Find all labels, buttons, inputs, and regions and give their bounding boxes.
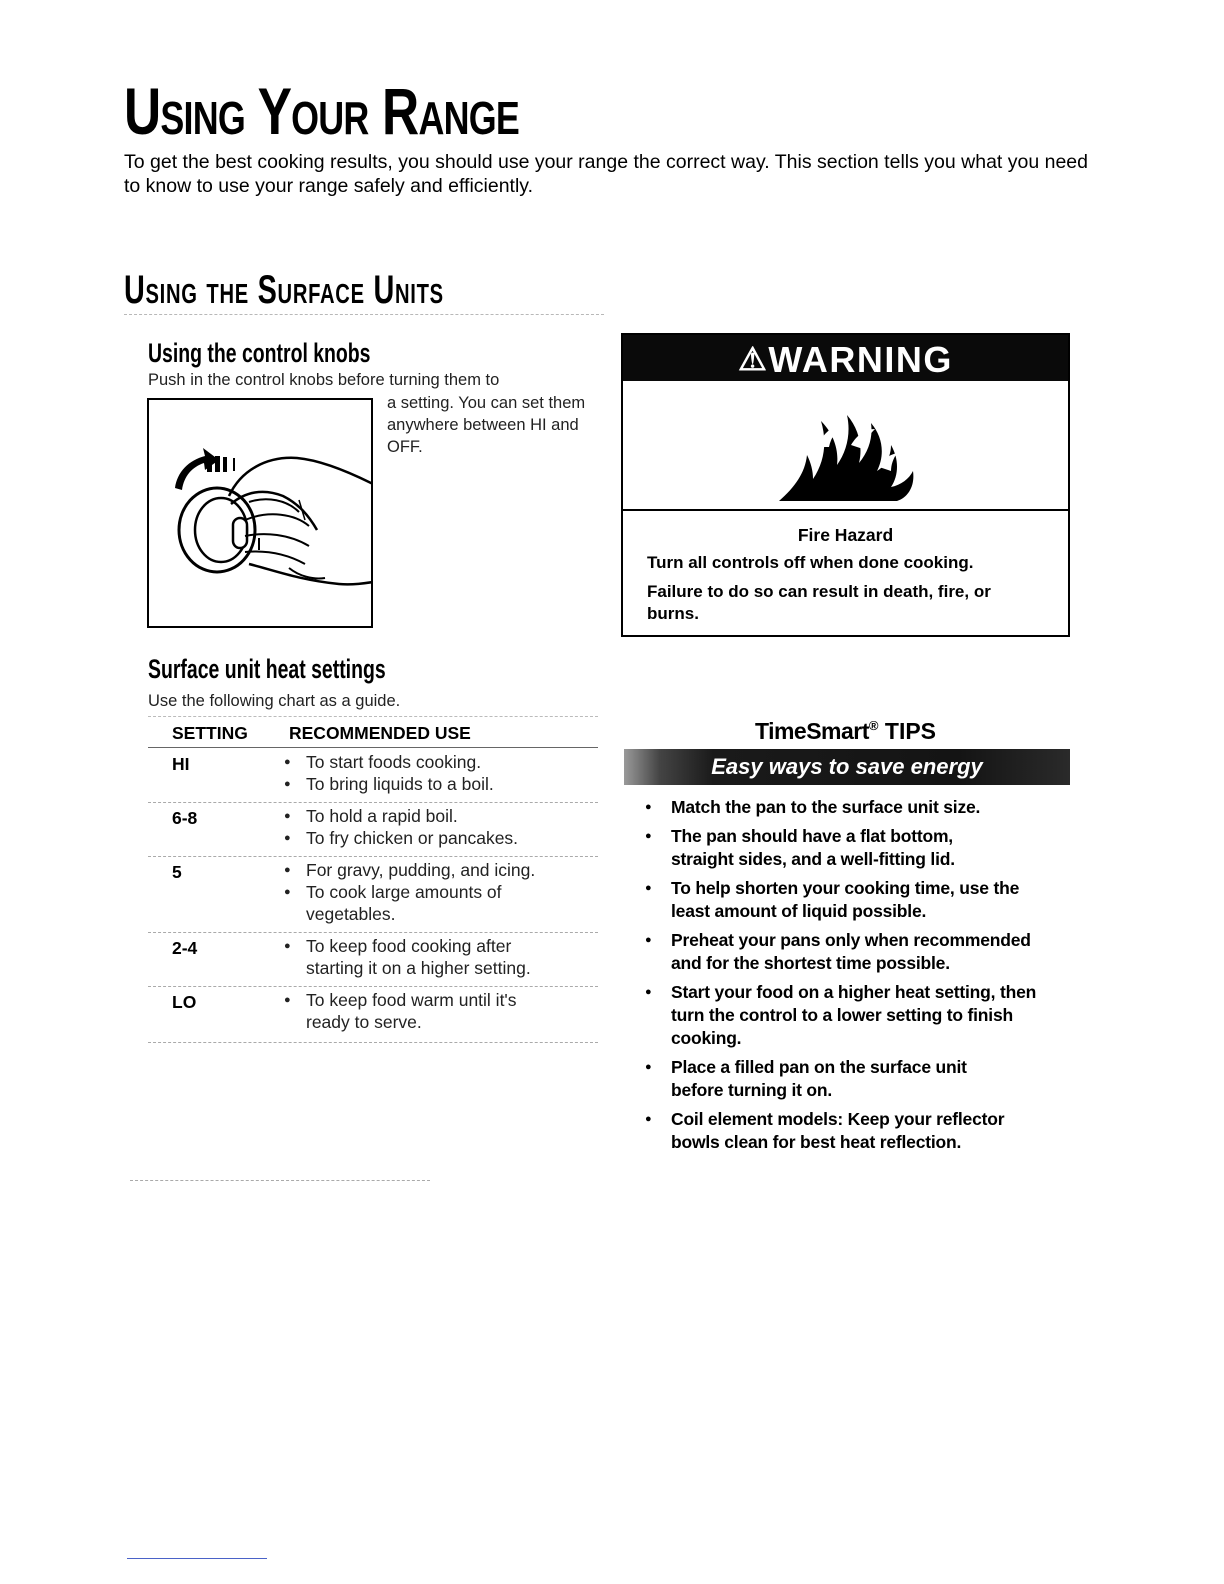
warning-divider bbox=[623, 509, 1068, 511]
tip-item: ● Match the pan to the surface unit size. bbox=[645, 796, 1065, 819]
tips-heading bbox=[621, 712, 1070, 745]
table-row bbox=[148, 856, 598, 933]
hazard-title: Fire Hazard bbox=[797, 525, 894, 545]
setting-value: HI bbox=[172, 754, 190, 774]
use-item: ● To bring liquids to a boil. bbox=[278, 773, 598, 795]
tips-registered-mark: ® bbox=[868, 718, 879, 733]
tip-item: ● Start your food on a higher heat setting, then turn the control to a lower setting to finish cooking. bbox=[645, 981, 1056, 1050]
warning-box bbox=[621, 333, 1070, 637]
use-list bbox=[278, 935, 598, 979]
warning-banner bbox=[623, 335, 1068, 381]
table-header bbox=[148, 716, 598, 748]
knob-illustration bbox=[147, 398, 373, 628]
hazard-instruction: Turn all controls off when done cooking. bbox=[647, 553, 974, 572]
table-row bbox=[148, 932, 598, 987]
page-title: Using Your Range bbox=[124, 74, 520, 148]
tip-item: ● Preheat your pans only when recommended and for the shortest time possible. bbox=[645, 929, 1065, 975]
section-heading: Using the Surface Units bbox=[124, 268, 444, 312]
fire-icon bbox=[773, 389, 923, 505]
setting-value: 6-8 bbox=[172, 808, 198, 828]
table-row bbox=[148, 986, 598, 1043]
column-header-recommended-use: RECOMMENDED USE bbox=[289, 723, 471, 743]
hazard-consequence: Failure to do so can result in death, fire, or burns. bbox=[647, 582, 991, 623]
column-header-setting: SETTING bbox=[172, 723, 248, 743]
tip-item: ● Place a filled pan on the surface unit before turning it on. bbox=[645, 1056, 1011, 1102]
control-knobs-heading: Using the control knobs bbox=[148, 338, 371, 368]
setting-value: LO bbox=[172, 992, 197, 1012]
tips-brand: TimeSmart bbox=[754, 718, 869, 744]
intro-paragraph: To get the best cooking results, you should use your range the correct way. This section tells you what you need to know to use your range safely and efficiently. bbox=[124, 151, 1088, 197]
page-bottom-rule bbox=[127, 1558, 267, 1559]
use-list bbox=[278, 805, 598, 849]
use-item: ● To start foods cooking. bbox=[278, 751, 598, 773]
warning-triangle-icon: ⚠ bbox=[738, 341, 769, 377]
tips-banner: Easy ways to save energy bbox=[624, 749, 1070, 785]
use-item: ● For gravy, pudding, and icing. bbox=[278, 859, 598, 881]
table-row bbox=[148, 748, 598, 803]
use-item: ● To hold a rapid boil. bbox=[278, 805, 598, 827]
heat-settings-intro: Use the following chart as a guide. bbox=[148, 692, 401, 710]
use-item: ● To keep food warm until it's ready to serve. bbox=[278, 989, 556, 1033]
tip-item: ● To help shorten your cooking time, use the least amount of liquid possible. bbox=[645, 877, 1031, 923]
control-knobs-text-line-1: Push in the control knobs before turning them to bbox=[148, 371, 500, 389]
control-knobs-text-line-2: a setting. You can set them anywhere between HI and OFF. bbox=[387, 394, 586, 456]
setting-value: 5 bbox=[172, 862, 182, 882]
use-list bbox=[278, 989, 598, 1033]
table-row bbox=[148, 802, 598, 857]
use-list bbox=[278, 859, 598, 925]
tip-item: ● Coil element models: Keep your reflector bowls clean for best heat reflection. bbox=[645, 1108, 1051, 1154]
tip-item: ● The pan should have a flat bottom, straight sides, and a well-fitting lid. bbox=[645, 825, 991, 871]
tips-suffix: TIPS bbox=[884, 718, 937, 744]
use-list bbox=[278, 751, 598, 795]
use-item: ● To fry chicken or pancakes. bbox=[278, 827, 598, 849]
warning-banner-text: WARNING bbox=[768, 339, 953, 380]
setting-value: 2-4 bbox=[172, 938, 198, 958]
section-divider bbox=[124, 314, 604, 315]
heat-settings-heading: Surface unit heat settings bbox=[148, 654, 386, 684]
tips-list bbox=[645, 796, 1065, 1160]
use-item: ● To cook large amounts of vegetables. bbox=[278, 881, 556, 925]
hand-turning-knob-icon bbox=[149, 400, 371, 626]
footer-divider bbox=[130, 1180, 430, 1181]
use-item: ● To keep food cooking after starting it on a higher setting. bbox=[278, 935, 566, 979]
